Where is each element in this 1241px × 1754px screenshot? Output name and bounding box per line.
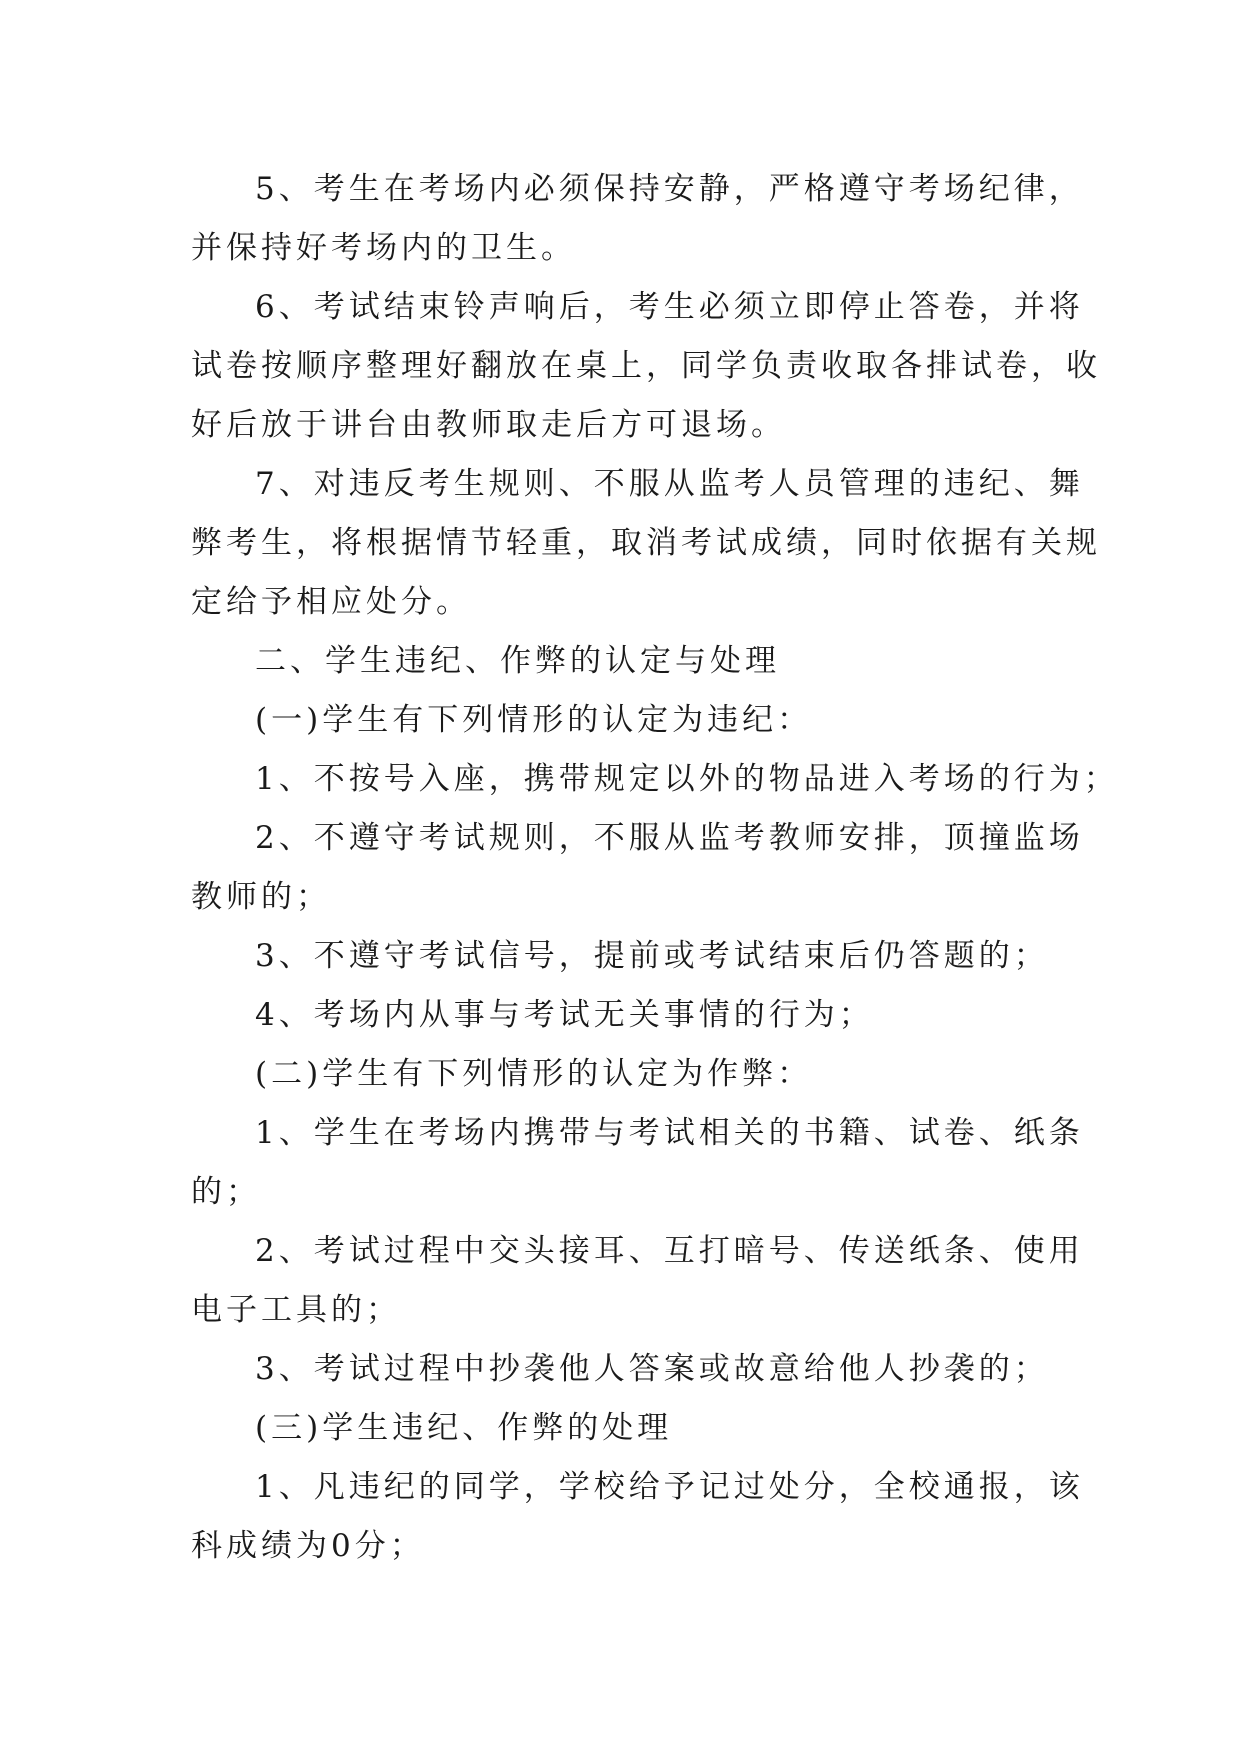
text-line: 电子工具的； xyxy=(191,1292,401,1328)
text-line: 5、考生在考场内必须保持安静，严格遵守考场纪律， xyxy=(255,171,1084,207)
text-line: 2、不遵守考试规则，不服从监考教师安排，顶撞监场 xyxy=(255,820,1084,856)
text-line: 科成绩为0分； xyxy=(191,1528,425,1564)
text-line: 7、对违反考生规则、不服从监考人员管理的违纪、舞 xyxy=(255,466,1084,502)
text-line: 好后放于讲台由教师取走后方可退场。 xyxy=(191,407,786,443)
text-line: (三)学生违纪、作弊的处理 xyxy=(255,1410,673,1446)
text-line: 定给予相应处分。 xyxy=(191,584,471,620)
document-body xyxy=(191,160,1119,1576)
text-line: 3、考试过程中抄袭他人答案或故意给他人抄袭的； xyxy=(255,1351,1049,1387)
text-line: 教师的； xyxy=(191,879,331,915)
text-line: 1、学生在考场内携带与考试相关的书籍、试卷、纸条 xyxy=(255,1115,1084,1151)
text-line: 并保持好考场内的卫生。 xyxy=(191,230,576,266)
text-line: 2、考试过程中交头接耳、互打暗号、传送纸条、使用 xyxy=(255,1233,1084,1269)
text-line: 试卷按顺序整理好翻放在桌上，同学负责收取各排试卷，收 xyxy=(191,348,1101,384)
text-line: 的； xyxy=(191,1174,261,1210)
text-line: 弊考生，将根据情节轻重，取消考试成绩，同时依据有关规 xyxy=(191,525,1101,561)
text-line: 6、考试结束铃声响后，考生必须立即停止答卷，并将 xyxy=(255,289,1084,325)
text-line: 二、学生违纪、作弊的认定与处理 xyxy=(255,643,780,679)
text-line: 1、不按号入座，携带规定以外的物品进入考场的行为； xyxy=(255,761,1119,797)
text-line: (一)学生有下列情形的认定为违纪： xyxy=(255,702,813,738)
text-line: 4、考场内从事与考试无关事情的行为； xyxy=(255,997,874,1033)
text-line: (二)学生有下列情形的认定为作弊： xyxy=(255,1056,813,1092)
text-line: 1、凡违纪的同学，学校给予记过处分，全校通报，该 xyxy=(255,1469,1084,1505)
text-line: 3、不遵守考试信号，提前或考试结束后仍答题的； xyxy=(255,938,1049,974)
